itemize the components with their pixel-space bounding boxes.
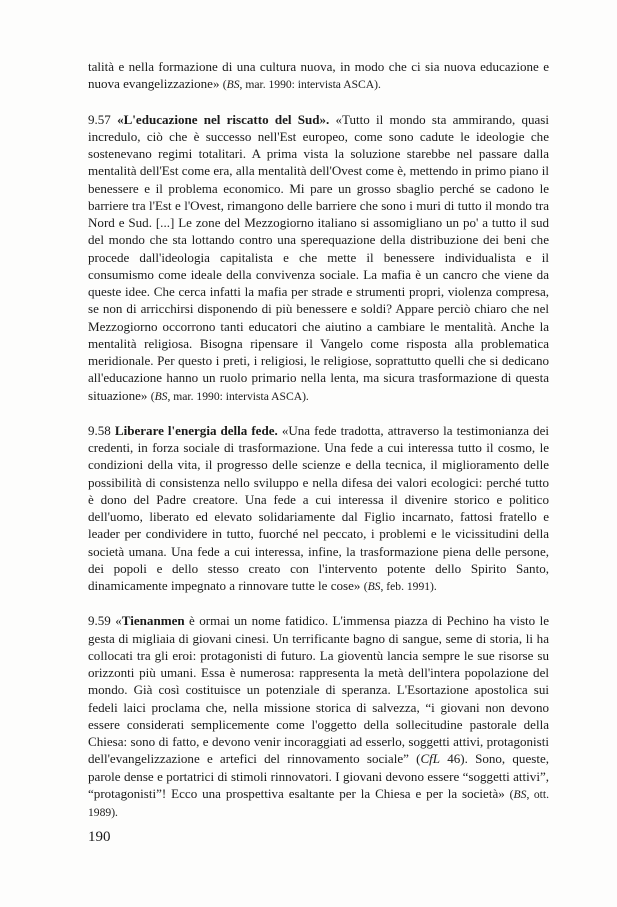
section-title: Liberare l'energia della fede. [114,422,278,438]
section-number: 9.59 [88,613,111,629]
section-number: 9.57 [88,111,111,127]
section-title: Tienanmen [121,613,185,629]
section-9-57 [88,111,549,405]
source-abbrev: BS [367,580,381,593]
paragraph-gap [88,595,549,612]
source-abbrev: BS [226,78,240,92]
source-citation: (BS, feb. 1991). [363,580,437,593]
text-column [88,58,549,821]
source-abbrev: BS [154,389,168,403]
paragraph-text: «Una fede tradotta, attraverso la testimonianza dei credenti, in forza sociale di trasformazione. Una fede a cui interessa tutto il cosmo, le condizioni della vita, il progresso delle scienze e della tecnica, il miglioramento delle possibilità di consistenza nello sviluppo e nella difesa dei valori ecologici: perché tutto è dono del Padre creatore. Una fede a cui interessa il divenire storico e politico dell'uomo, liberato ed elevato solidariamente dal Figlio incarnato, fattosi fratello e leader per condividere in tutto, fuorché nel peccato, i problemi e le vicissitudini della società umana. Una fede a cui interessa, infine, la trasformazione piena delle persone, dei popoli e dello stesso creato con l'intervento potente dello Spirito Santo, dinamicamente impegnato a rinnovare tutte le cose» [88,422,550,593]
page-number: 190 [88,829,111,845]
paragraph-text-continued: 46). Sono, queste, parole dense e portatrici di stimoli rinnovatori. I giovani devono essere “soggetti attivi”, “protagonisti”! Ecco una prospettiva esaltante per la Chiesa e per la società» [88,751,549,801]
section-9-59 [88,612,549,821]
section-9-58 [88,422,549,596]
paragraph-text: talità e nella formazione di una cultura nuova, in modo che ci sia nuova educazione e nuova evangelizzazione» [88,59,549,92]
source-citation: (BS, mar. 1990: intervista ASCA). [150,389,309,403]
opening-quote: « [110,613,122,629]
section-number: 9.58 [88,422,111,438]
paragraph-text: è ormai un nome fatidico. L'immensa piazza di Pechino ha visto le gesta di migliaia di giovani cinesi. Un terrificante bagno di sangue, seme di storia, li ha collocati tra gli eroi: protagonisti di futuro. La gioventù lancia sempre le sue risorse su orizzonti più umani. Essa è numerosa: rappresenta la metà dell'intera popolazione del mondo. Già così costituisce un potenziale di speranza. L'Esortazione apostolica sui fedeli laici proclama che, nella missione storica di salvezza, “i giovani non devono essere considerati semplicemente come l'oggetto della sollecitudine pastorale della Chiesa: sono di fatto, e devono venir incoraggiati ad esserlo, soggetti attivi, protagonisti dell'evangelizzazione e artefici del rinnovamento sociale” ( [88,613,549,767]
citation-abbrev: CfL [420,751,441,767]
paragraph-gap [88,94,549,111]
paragraph-gap [88,405,549,422]
paragraph-text: «Tutto il mondo sta ammirando, quasi incredulo, ciò che è successo nell'Est europeo, come sono cadute le ideologie che sostenevano regimi totalitari. A prima vista la soluzione starebbe nel passare dalla mentalità dell'Est come era, alla mentalità dell'Ovest come è, mettendo in primo piano il benessere e il problema economico. Mi pare un grosso sbaglio perché se cadono le barriere tra l'Est e l'Ovest, rimangono delle barriere che sono i muri di tutto il mondo tra Nord e Sud. [...] Le zone del Mezzogiorno italiano si assomigliano un po' a tutto il sud del mondo che sta lottando contro una sperequazione della distribuzione dei beni che procede dall'ideologia capitalista e che mette il benessere individualista e il consumismo come ideale della convivenza sociale. La mafia è un cancro che viene da queste idee. Che cerca infatti la mafia per strade e strumenti propri, violenza compresa, se non di arricchirsi disponendo di più benessere e soldi? Appare perciò chiaro che nel Mezzogiorno occorrono tanti educatori che aiutino a cambiare le mentalità. Anche la mentalità religiosa. Bisogna ripensare il Vangelo come risposta alla problematica meridionale. Per questo i preti, i religiosi, le religiose, soprattutto quelli che si dedicano all'educazione hanno un ruolo primario nella lenta, ma sicura trasformazione di questa situazione» [88,111,550,403]
paragraph-continuation [88,58,549,94]
source-abbrev: BS [513,787,527,801]
source-citation: (BS, ott. 1989). [88,787,550,819]
source-citation: (BS, mar. 1990: intervista ASCA). [222,78,381,92]
section-title: «L'educazione nel riscatto del Sud». [117,111,330,127]
